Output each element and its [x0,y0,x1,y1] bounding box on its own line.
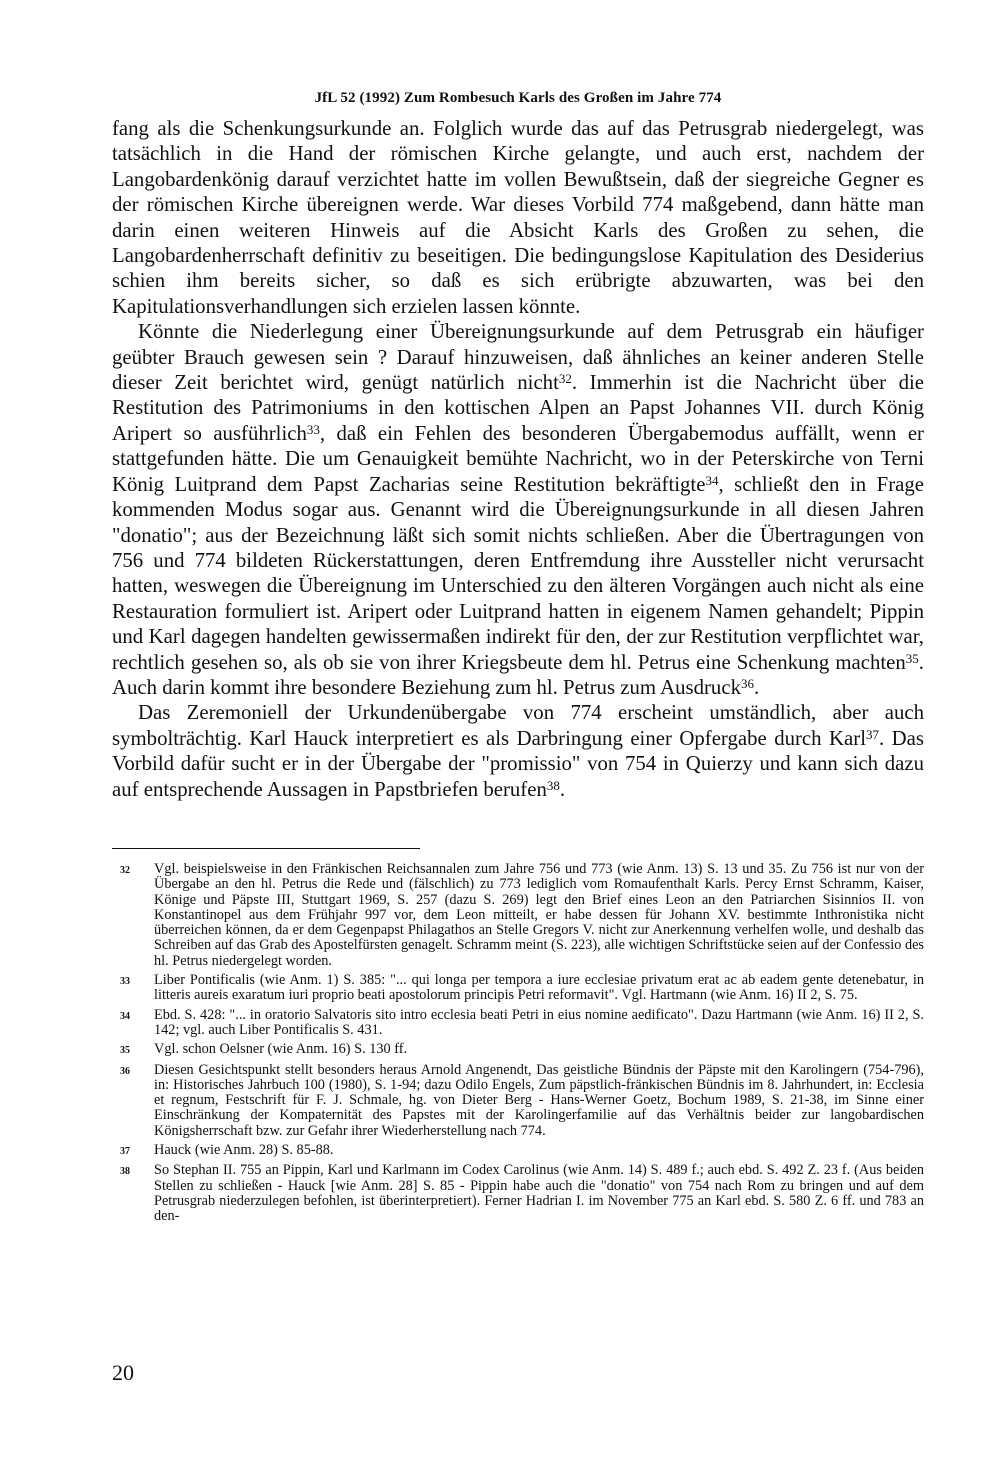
footnote-34 [112,1008,924,1039]
footnote-32 [112,862,924,969]
text-span: . Immerhin ist die Nachricht über die Restitution des Patrimoniums in den kottischen Alpen an Papst Johannes VII. durch König Aripert so ausführlich [112,371,925,445]
paragraph-1: fang als die Schenkungsurkunde an. Folglich wurde das auf das Petrusgrab niedergelegt, was tatsächlich in die Hand der römischen Kirche gelangte, und auch erst, nachdem der Langobardenkönig darauf verzichtet hatte im vollen Bewußtsein, daß der siegreiche Gegner es der römischen Kirche übereignen werde. War dieses Vorbild 774 maßgebend, dann hätte man darin einen weiteren Hinweis auf die Absicht Karls des Großen zu sehen, die Langobardenherrschaft definitiv zu beseitigen. Die bedingungslose Kapitulation des Desiderius schien ihm bereits sicher, so daß es sich erübrigte abzuwarten, was bei den Kapitulationsverhandlungen sich erzielen lassen könnte. [112,117,924,318]
footnote-35 [112,1042,924,1058]
footnote-number: 33 [120,976,130,988]
text-span: Könnte die Niederlegung einer Übereignungsurkunde auf dem Petrusgrab ein häufiger geübter Brauch gewesen sein ? Darauf hinzuweisen, daß ähnliches an keiner anderen Stelle dieser Zeit berichtet wird, genügt natürlich nicht [112,320,924,395]
footnote-38 [112,1163,924,1224]
footnote-number: 38 [120,1166,130,1178]
footnote-number: 35 [120,1045,130,1057]
text-span: . Auch darin kommt ihre besondere Beziehung zum hl. Petrus zum Ausdruck [112,650,924,699]
text-span: Das Zeremoniell der Urkundenübergabe von 774 erscheint umständlich, aber auch symbolträchtig. Karl Hauck interpretiert es als Darbringung einer Opfergabe durch Karl [112,701,924,750]
text-span: . [559,777,566,801]
footnote-ref-37[interactable]: 37 [865,726,879,742]
footnote-ref-33[interactable]: 33 [306,421,320,437]
footnote-ref-36[interactable]: 36 [740,675,754,691]
footnote-text: Hauck (wie Anm. 28) S. 85-88. [154,1142,334,1159]
text-span: , schließt den in Frage kommenden Modus sogar aus. Genannt wird die Übereignungsurkunde in all diesen Jahren "donatio"; aus der Bezeichnung läßt sich somit nichts schließen. Aber die Übertragungen von 756 und 774 bildeten Rückerstattungen, deren Entfremdung ihre Aussteller nicht verursacht hatten, weswegen die Übereignung im Unterschied zu den älteren Vorgängen auch nicht als eine Restauration formuliert ist. Aripert oder Luitprand hatten in eigenem Namen gehandelt; Pippin und Karl dagegen handelten gewissermaßen indirekt für den, der zur Restitution verpflichtet war, rechtlich gesehen so, als ob sie von ihrer Kriegsbeute dem hl. Petrus eine Schenkung machten [112,472,924,674]
footnote-text: Diesen Gesichtspunkt stellt besonders heraus Arnold Angenendt, Das geistliche Bündnis der Päpste mit den Karolingern (754-796), in: Historisches Jahrbuch 100 (1980), S. 1-94; dazu Odilo Engels, Zum päpstlich-fränkischen Bündnis im 8. Jahrhundert, in: Ecclesia et regnum, Festschrift für F. J. Schmale, hg. von Dieter Berg - Hans-Werner Goetz, Bochum 1989, S. 21-38, im Sinne einer Einschränkung der Kompaternität des Papstes mit der Karolingerfamilie auf das Verhältnis beider zur langobardischen Königsherrschaft bzw. zur Gefahr ihrer Wiederherstellung nach 774. [154,1061,924,1139]
footnote-number: 36 [120,1065,130,1077]
text-span: . [753,675,760,699]
footnote-divider [112,848,420,849]
page [112,0,924,1482]
footnote-ref-34[interactable]: 34 [705,472,719,488]
footnote-number: 34 [120,1010,130,1022]
footnote-number: 37 [120,1146,130,1158]
paragraph-3 [112,700,924,802]
paragraph-2 [112,319,924,700]
footnote-36 [112,1063,924,1139]
footnote-text: Ebd. S. 428: "... in oratorio Salvatoris sito intro ecclesia beati Petri in eius nomine aedificato". Dazu Hartmann (wie Anm. 16) II 2, S. 142; vgl. auch Liber Pontificalis S. 431. [154,1006,924,1038]
page-number: 20 [112,1360,134,1385]
text-span: , daß ein Fehlen des besonderen Übergabemodus auffällt, wenn er stattgefunden hätte. Die um Genauigkeit bemühte Nachricht, wo in der Peterskirche von Terni König Luitprand dem Papst Zacharias seine Restitution bekräftigte [112,421,924,496]
footnote-text: Liber Pontificalis (wie Anm. 1) S. 385: "... qui longa per tempora a iure ecclesiae privatum erat ac ab eadem gente detenebatur, in litteris aureis exaratum iuri proprio beati apostolorum principis Petri reformavit". Vgl. Hartmann (wie Anm. 16) II 2, S. 75. [154,972,924,1004]
footnote-text: So Stephan II. 755 an Pippin, Karl und Karlmann im Codex Carolinus (wie Anm. 14) S. 489 f.; auch ebd. S. 492 Z. 23 f. (Aus beiden Stellen zu schließen - Hauck [wie Anm. 28] S. 85 - Pippin habe auch die "donatio" von 754 nach Rom zu bringen und auf dem Petrusgrab niederzulegen befohlen, ist überinterpretiert). Ferner Hadrian I. im November 775 an Karl ebd. S. 580 Z. 6 ff. und 783 an den- [154,1162,924,1225]
footnote-ref-35[interactable]: 35 [905,650,919,666]
text-span: . Das Vorbild dafür sucht er in der Übergabe der "promissio" von 754 in Quierzy und kann sich dazu auf entsprechende Aussagen in Papstbriefen berufen [112,726,924,801]
footnote-ref-32[interactable]: 32 [558,371,572,387]
footnote-33 [112,973,924,1004]
footnote-text: Vgl. schon Oelsner (wie Anm. 16) S. 130 ff. [154,1041,408,1058]
footnote-number: 32 [120,865,130,876]
footnotes [112,862,924,1229]
footnote-ref-38[interactable]: 38 [546,777,560,793]
main-text [112,116,924,802]
footnote-37 [112,1143,924,1159]
running-head: JfL 52 (1992) Zum Rombesuch Karls des Großen im Jahre 774 [314,90,722,106]
footnote-text: Vgl. beispielsweise in den Fränkischen Reichsannalen zum Jahre 756 und 773 (wie Anm. 13) S. 13 und 35. Zu 756 ist nur von der Übergabe an den hl. Petrus die Rede und (fälschlich) zu 773 lediglich vom Romaufenthalt Karls. Percy Ernst Schramm, Kaiser, Könige und Päpste III, Stuttgart 1969, S. 257 (dazu S. 269) legt den Brief eines Leon an den Patriarchen Sisinnios II. von Konstantinopel aus dem Frühjahr 997 vor, dem Leon mitteilt, er habe dessen für Johann XV. bestimmte Inthronistika nicht überreichen können, da er dem Gegenpapst Philagathos an Stelle Gregors V. nicht zur Anerkennung verhelfen wolle, und deshalb das Schreiben auf das Grab des Apostelfürsten genagelt. Schramm meint (S. 223), alle wichtigen Schriftstücke seien auf der Confessio des hl. Petrus niedergelegt worden. [154,861,924,969]
